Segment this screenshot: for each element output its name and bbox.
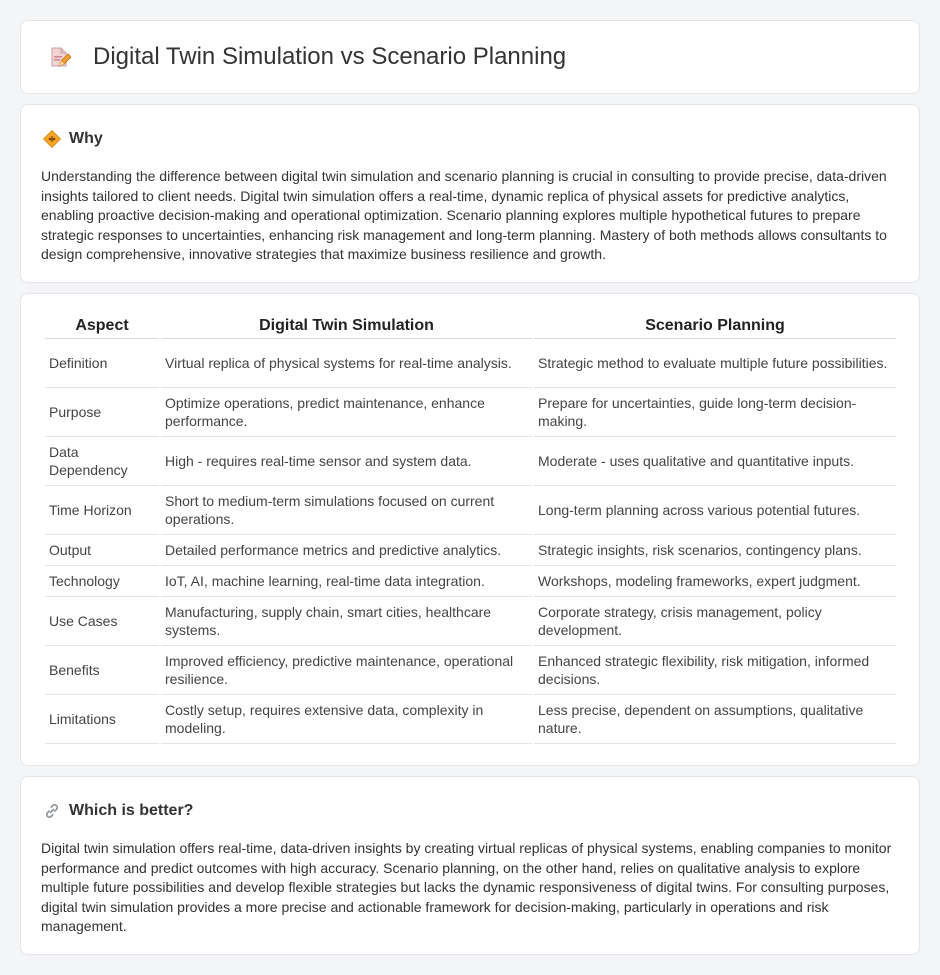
better-header	[21, 777, 919, 823]
aspect-cell: Use Cases	[45, 597, 159, 646]
aspect-cell: Technology	[45, 566, 159, 597]
better-text: Digital twin simulation offers real-time, data-driven insights by creating virtual replicas of physical systems, enabling companies to monitor performance and predict outcomes with high accuracy. Scenario planning, on the other hand, relies on qualitative analysis to explore multiple future possibilities and develop flexible strategies but lacks the dynamic responsiveness of digital twins. For consulting purposes, digital twin simulation provides a more precise and actionable framework for decision-making, particularly in operations and risk management.	[41, 840, 892, 935]
table-row	[45, 646, 896, 695]
digital-twin-cell: Manufacturing, supply chain, smart cities, healthcare systems.	[161, 597, 532, 646]
digital-twin-cell: High - requires real-time sensor and system data.	[161, 437, 532, 486]
table-row	[45, 535, 896, 566]
aspect-cell: Definition	[45, 339, 159, 388]
header-scenario-planning: Scenario Planning	[534, 315, 896, 339]
table-row	[45, 597, 896, 646]
which-is-better-section	[20, 776, 920, 955]
why-header	[21, 105, 919, 151]
aspect-cell: Output	[45, 535, 159, 566]
digital-twin-cell: Detailed performance metrics and predictive analytics.	[161, 535, 532, 566]
comparison-section	[20, 293, 920, 766]
title-card	[20, 20, 920, 94]
scenario-planning-cell: Long-term planning across various potential futures.	[534, 486, 896, 535]
header-digital-twin: Digital Twin Simulation	[161, 315, 532, 339]
digital-twin-cell: Optimize operations, predict maintenance, enhance performance.	[161, 388, 532, 437]
aspect-cell: Benefits	[45, 646, 159, 695]
aspect-cell: Data Dependency	[45, 437, 159, 486]
scenario-planning-cell: Strategic method to evaluate multiple future possibilities.	[534, 339, 896, 388]
scenario-planning-cell: Enhanced strategic flexibility, risk mitigation, informed decisions.	[534, 646, 896, 695]
table-row	[45, 486, 896, 535]
digital-twin-cell: Improved efficiency, predictive maintenance, operational resilience.	[161, 646, 532, 695]
why-text: Understanding the difference between digital twin simulation and scenario planning is crucial in consulting to provide precise, data-driven insights tailored to client needs. Digital twin simulation offers a real-time, dynamic replica of physical assets for predictive analytics, enabling proactive decision-making and operational optimization. Scenario planning explores multiple hypothetical futures to prepare strategic responses to uncertainties, enhancing risk management and long-term planning. Mastery of both methods allows consultants to design comprehensive, innovative strategies that maximize business resilience and growth.	[41, 168, 887, 263]
table-row	[45, 339, 896, 388]
digital-twin-cell: Short to medium-term simulations focused on current operations.	[161, 486, 532, 535]
link-icon	[43, 802, 61, 820]
table-header-row	[45, 315, 896, 339]
table-row	[45, 437, 896, 486]
comparison-table	[43, 315, 898, 744]
digital-twin-cell: IoT, AI, machine learning, real-time data integration.	[161, 566, 532, 597]
aspect-cell: Time Horizon	[45, 486, 159, 535]
why-title: Why	[69, 130, 103, 147]
digital-twin-cell: Costly setup, requires extensive data, complexity in modeling.	[161, 695, 532, 744]
scenario-planning-cell: Prepare for uncertainties, guide long-term decision-making.	[534, 388, 896, 437]
page-title: Digital Twin Simulation vs Scenario Planning	[93, 43, 567, 70]
header-aspect: Aspect	[45, 315, 159, 339]
scenario-planning-cell: Strategic insights, risk scenarios, contingency plans.	[534, 535, 896, 566]
why-section	[20, 104, 920, 283]
table-row	[45, 388, 896, 437]
table-row	[45, 566, 896, 597]
better-title: Which is better?	[69, 802, 194, 819]
table-row	[45, 695, 896, 744]
diamond-sign-icon	[43, 130, 61, 148]
digital-twin-cell: Virtual replica of physical systems for real-time analysis.	[161, 339, 532, 388]
scenario-planning-cell: Moderate - uses qualitative and quantitative inputs.	[534, 437, 896, 486]
aspect-cell: Purpose	[45, 388, 159, 437]
scenario-planning-cell: Less precise, dependent on assumptions, qualitative nature.	[534, 695, 896, 744]
scenario-planning-cell: Corporate strategy, crisis management, policy development.	[534, 597, 896, 646]
document-pencil-icon	[47, 45, 71, 69]
scenario-planning-cell: Workshops, modeling frameworks, expert judgment.	[534, 566, 896, 597]
aspect-cell: Limitations	[45, 695, 159, 744]
title-row	[21, 21, 919, 93]
